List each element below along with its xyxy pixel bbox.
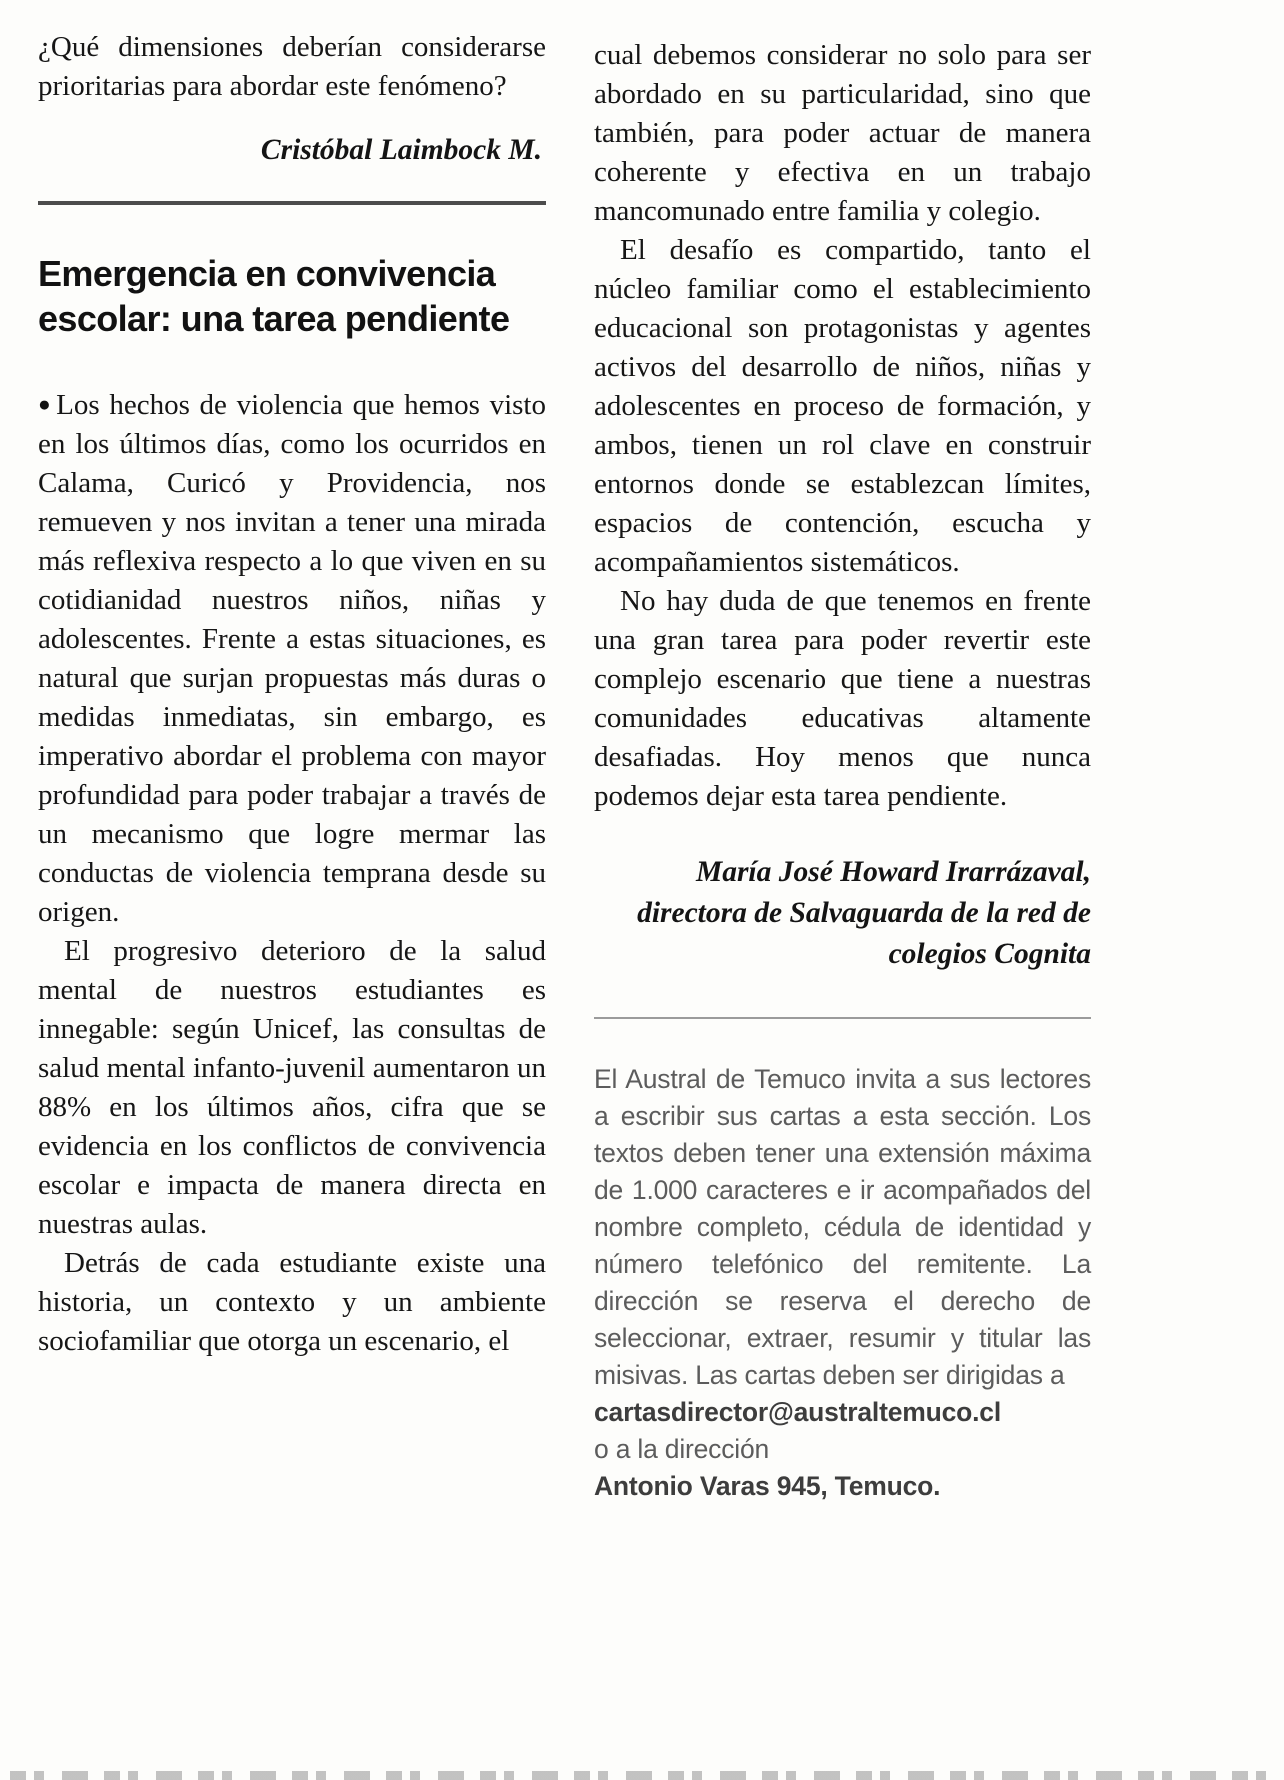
submission-address-intro: o a la dirección: [594, 1434, 770, 1464]
letter-paragraph: El desafío es compartido, tanto el núcleo familiar como el establecimiento educacional son protagonistas y agentes activos del desarrollo de niños, niñas y adolescentes en proceso de formación, y ambos, tienen un rol clave en construir entornos donde se establezcan límites, espacios de contención, escucha y acompañamientos sistemáticos.: [594, 234, 1091, 578]
signature-maria-jose-howard: María José Howard Irarrázaval, directora de Salvaguarda de la red de colegios Cognita: [637, 856, 1091, 970]
letter-paragraph: El progresivo deterioro de la salud mental de nuestros estudiantes es innegable: según Unicef, las consultas de salud mental infanto-juvenil aumentaron un 88% en los últimos años, cifra que se evidencia en los conflictos de convivencia escolar e impacta de manera directa en nuestras aulas.: [38, 935, 546, 1240]
letter-paragraph: [38, 385, 546, 932]
bullet-icon: ●: [38, 392, 54, 416]
letter-paragraph: Detrás de cada estudiante existe una historia, un contexto y un ambiente sociofamiliar que otorga un escenario, el: [38, 1247, 546, 1357]
submission-note-text: El Austral de Temuco invita a sus lectores a escribir sus cartas a esta sección. Los textos deben tener una extensión máxima de 1.000 caracteres e ir acompañados del nombre completo, cédula de identidad y número telefónico del remitente. La dirección se reserva el derecho de seleccionar, extraer, resumir y titular las misivas. Las cartas deben ser dirigidas a: [594, 1064, 1091, 1390]
cropped-text-remnant: [10, 1771, 1274, 1780]
section-divider-right: [594, 1017, 1091, 1019]
submission-address: Antonio Varas 945, Temuco.: [594, 1471, 941, 1501]
submission-note: [594, 1061, 1091, 1505]
signature-cristobal-laimbock: Cristóbal Laimbock M.: [260, 134, 542, 166]
right-column: [594, 28, 1091, 1505]
letter-title: Emergencia en convivencia escolar: una tarea pendiente: [38, 253, 510, 339]
letter-paragraph: No hay duda de que tenemos en frente una gran tarea para poder revertir este complejo escenario que tiene a nuestras comunidades educativas altamente desafiadas. Hoy menos que nunca podemos dejar esta tarea pendiente.: [594, 585, 1091, 812]
letter-paragraph-continuation: cual debemos considerar no solo para ser abordado en su particularidad, sino que también, para poder actuar de manera coherente y efectiva en un trabajo mancomunado entre familia y colegio.: [594, 39, 1091, 227]
question-paragraph: ¿Qué dimensiones deberían considerarse prioritarias para abordar este fenómeno?: [38, 31, 546, 102]
left-column: [38, 28, 546, 1505]
letter-paragraph-text: Los hechos de violencia que hemos visto en los últimos días, como los ocurridos en Calama, Curicó y Providencia, nos remueven y nos invitan a tener una mirada más reflexiva respecto a lo que viven en su cotidianidad nuestros niños, niñas y adolescentes. Frente a estas situaciones, es natural que surjan propuestas más duras o medidas inmediatas, sin embargo, es imperativo abordar el problema con mayor profundidad para poder trabajar a través de un mecanismo que logre mermar las conductas de violencia temprana desde su origen.: [38, 389, 546, 928]
submission-email: cartasdirector@australtemuco.cl: [594, 1397, 1001, 1427]
section-divider-left: [38, 201, 546, 205]
